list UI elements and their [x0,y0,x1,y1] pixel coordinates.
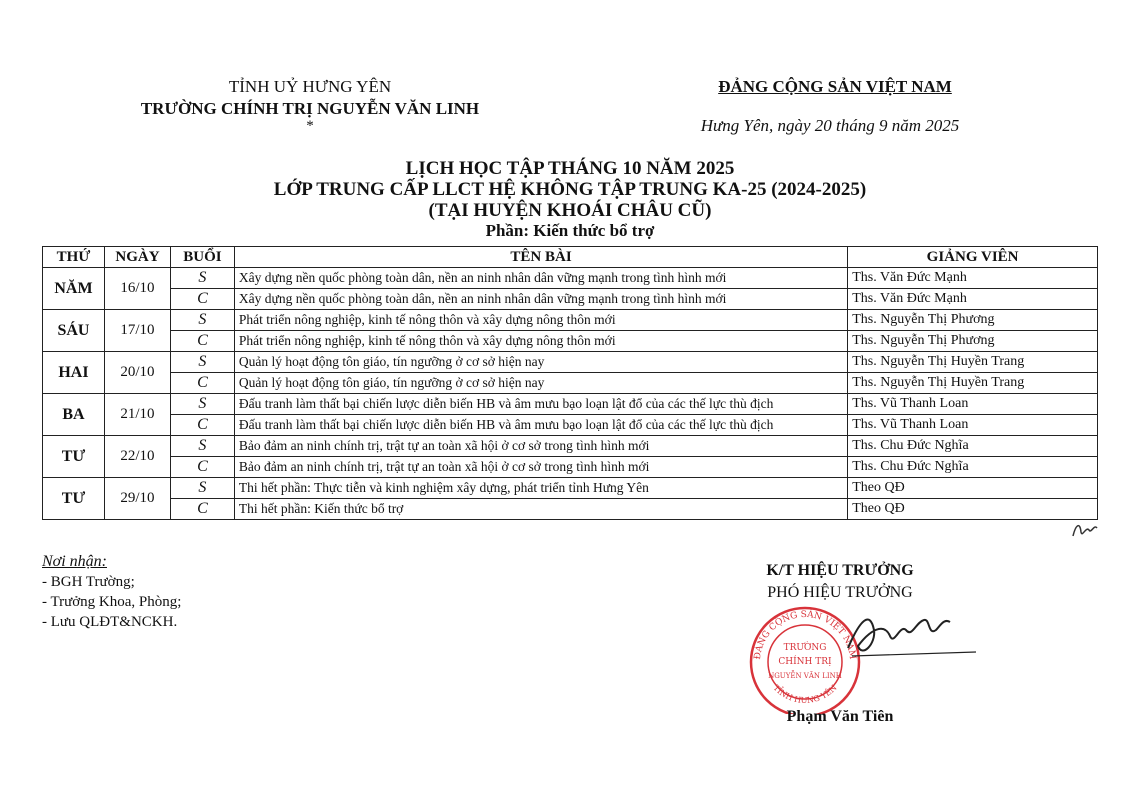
scan-dot [40,56,44,60]
day-cell: SÁU [43,310,105,352]
recipient-item: - Trưởng Khoa, Phòng; [42,594,182,610]
party-heading: ĐẢNG CỘNG SẢN VIỆT NAM [718,77,952,96]
recipients-heading: Nơi nhận: [42,553,107,570]
lesson-cell: Bảo đảm an ninh chính trị, trật tự an toàn xã hội ở cơ sở trong tình hình mới [234,436,847,457]
section-title: Phần: Kiến thức bổ trợ [485,221,655,240]
lecturer-cell: Theo QĐ [848,499,1098,520]
session-cell: S [170,436,234,457]
schedule-table [42,246,1098,520]
seal-line-2: CHÍNH TRỊ [778,657,832,667]
table-row [43,436,1098,457]
session-cell: C [170,289,234,310]
lesson-cell: Thi hết phần: Thực tiễn và kinh nghiệm xây dựng, phát triển tỉnh Hưng Yên [234,478,847,499]
table-row [43,310,1098,331]
table-row [43,415,1098,436]
svg-text:TỈNH HƯNG YÊN [771,683,838,705]
table-row [43,394,1098,415]
session-cell: C [170,457,234,478]
lesson-cell: Đấu tranh làm thất bại chiến lược diễn biến HB và âm mưu bạo loạn lật đổ của các thế lực thù địch [234,394,847,415]
table-row [43,268,1098,289]
lesson-cell: Quản lý hoạt động tôn giáo, tín ngưỡng ở cơ sở hiện nay [234,352,847,373]
lecturer-cell: Ths. Văn Đức Mạnh [848,268,1098,289]
seal-bottom-text: TỈNH HƯNG YÊN [771,683,839,705]
date-cell: 29/10 [104,478,170,520]
dateline: Hưng Yên, ngày 20 tháng 9 năm 2025 [700,116,960,135]
lecturer-cell: Ths. Văn Đức Mạnh [848,289,1098,310]
date-cell: 17/10 [104,310,170,352]
issuer-block [120,76,500,132]
issuer-star: * [306,118,314,134]
table-row [43,289,1098,310]
title-line-1: LỊCH HỌC TẬP THÁNG 10 NĂM 2025 [405,158,735,179]
lecturer-cell: Ths. Nguyễn Thị Huyền Trang [848,373,1098,394]
document-title [150,158,990,241]
lesson-cell: Xây dựng nền quốc phòng toàn dân, nền an ninh nhân dân vững mạnh trong tình hình mới [234,268,847,289]
session-cell: C [170,331,234,352]
col-date: NGÀY [104,247,170,268]
session-cell: S [170,478,234,499]
lecturer-cell: Ths. Nguyễn Thị Huyền Trang [848,352,1098,373]
table-header-row [43,247,1098,268]
day-cell: HAI [43,352,105,394]
signature-title [720,560,960,604]
lesson-cell: Thi hết phần: Kiến thức bổ trợ [234,499,847,520]
date-cell: 20/10 [104,352,170,394]
lesson-cell: Quản lý hoạt động tôn giáo, tín ngưỡng ở cơ sở hiện nay [234,373,847,394]
lesson-cell: Đấu tranh làm thất bại chiến lược diễn biến HB và âm mưu bạo loạn lật đổ của các thế lực thù địch [234,415,847,436]
initial-mark [1070,518,1100,542]
session-cell: C [170,499,234,520]
lecturer-cell: Theo QĐ [848,478,1098,499]
title-line-3: (TẠI HUYỆN KHOÁI CHÂU CŨ) [428,200,712,221]
date-cell: 21/10 [104,394,170,436]
seal-top-text: ĐẢNG CỘNG SẢN VIỆT NAM [752,609,858,661]
day-cell: NĂM [43,268,105,310]
lecturer-cell: Ths. Chu Đức Nghĩa [848,436,1098,457]
session-cell: S [170,394,234,415]
signature-line-2: PHÓ HIỆU TRƯỞNG [767,584,913,601]
lecturer-cell: Ths. Vũ Thanh Loan [848,394,1098,415]
lesson-cell: Phát triển nông nghiệp, kinh tế nông thôn và xây dựng nông thôn mới [234,310,847,331]
session-cell: S [170,268,234,289]
recipients-block [42,552,181,632]
lecturer-cell: Ths. Nguyễn Thị Phương [848,310,1098,331]
session-cell: C [170,415,234,436]
issuer-province: TỈNH UỶ HƯNG YÊN [228,77,392,96]
seal-line-1: TRƯỜNG [783,643,827,653]
date-cell: 22/10 [104,436,170,478]
table-row [43,352,1098,373]
lecturer-cell: Ths. Chu Đức Nghĩa [848,457,1098,478]
day-cell: TƯ [43,478,105,520]
recipient-item: - Lưu QLĐT&NCKH. [42,614,178,630]
recipient-item: - BGH Trường; [42,574,135,590]
lesson-cell: Phát triển nông nghiệp, kinh tế nông thôn và xây dựng nông thôn mới [234,331,847,352]
col-session: BUỔI [170,247,234,268]
lecturer-cell: Ths. Vũ Thanh Loan [848,415,1098,436]
col-day: THỨ [43,247,105,268]
table-row [43,499,1098,520]
table-row [43,457,1098,478]
lecturer-cell: Ths. Nguyễn Thị Phương [848,331,1098,352]
signature-line-1: K/T HIỆU TRƯỞNG [766,562,914,579]
col-lecturer: GIẢNG VIÊN [848,247,1098,268]
title-line-2: LỚP TRUNG CẤP LLCT HỆ KHÔNG TẬP TRUNG KA-25 (2024-2025) [273,179,867,200]
session-cell: S [170,352,234,373]
table-row [43,478,1098,499]
table-row [43,331,1098,352]
session-cell: S [170,310,234,331]
col-lesson: TÊN BÀI [234,247,847,268]
day-cell: TƯ [43,436,105,478]
session-cell: C [170,373,234,394]
lesson-cell: Bảo đảm an ninh chính trị, trật tự an toàn xã hội ở cơ sở trong tình hình mới [234,457,847,478]
handwritten-signature [840,600,980,670]
seal-line-3: NGUYỄN VĂN LINH [768,672,842,680]
lesson-cell: Xây dựng nền quốc phòng toàn dân, nền an ninh nhân dân vững mạnh trong tình hình mới [234,289,847,310]
issuer-school: TRƯỜNG CHÍNH TRỊ NGUYỄN VĂN LINH [140,99,480,118]
table-row [43,373,1098,394]
schedule-body [43,268,1098,520]
day-cell: BA [43,394,105,436]
signer-name: Phạm Văn Tiên [786,708,894,725]
date-cell: 16/10 [104,268,170,310]
